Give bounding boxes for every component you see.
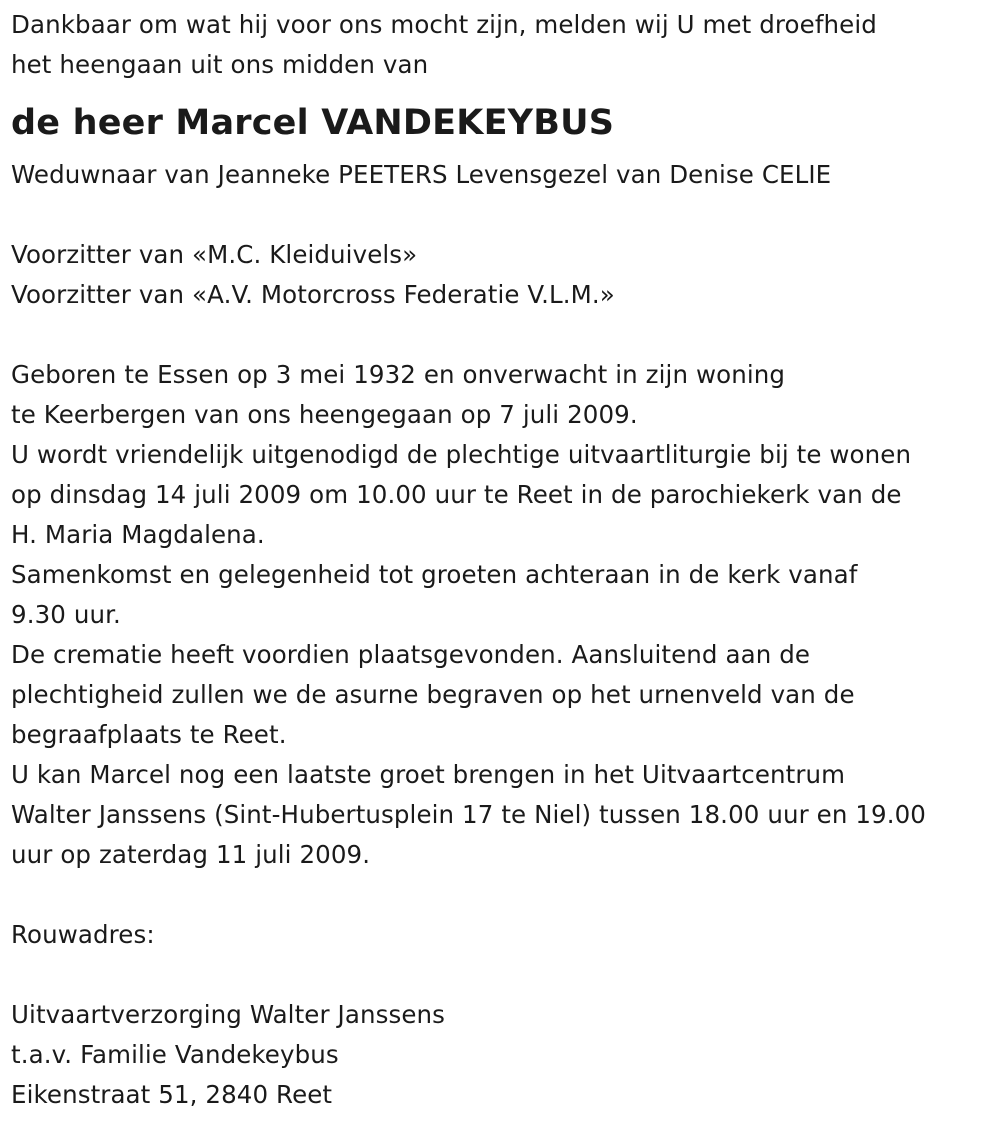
address-label: Rouwadres: — [11, 920, 155, 949]
deceased-name: de heer Marcel VANDEKEYBUS — [11, 103, 615, 143]
relations-line: Weduwnaar van Jeanneke PEETERS Levensgezel van Denise CELIE — [11, 160, 832, 189]
address-line: Eikenstraat 51, 2840 Reet — [11, 1080, 333, 1109]
address-line: Uitvaartverzorging Walter Janssens — [11, 1000, 445, 1029]
spacer — [11, 955, 996, 995]
body-line: uur op zaterdag 11 juli 2009. — [11, 840, 371, 869]
body-line: Walter Janssens (Sint-Hubertusplein 17 te Niel) tussen 18.00 uur en 19.00 — [11, 800, 926, 829]
address-line: t.a.v. Familie Vandekeybus — [11, 1040, 339, 1069]
spacer — [11, 195, 996, 235]
death-notice — [11, 5, 996, 1115]
body-line: De crematie heeft voordien plaatsgevonden. Aansluitend aan de — [11, 640, 811, 669]
function-line: Voorzitter van «A.V. Motorcross Federatie V.L.M.» — [11, 280, 615, 309]
function-line: Voorzitter van «M.C. Kleiduivels» — [11, 240, 418, 269]
body-line: U kan Marcel nog een laatste groet brengen in het Uitvaartcentrum — [11, 760, 846, 789]
intro-line: het heengaan uit ons midden van — [11, 50, 429, 79]
spacer — [11, 315, 996, 355]
body-line: begraafplaats te Reet. — [11, 720, 287, 749]
body-line: Samenkomst en gelegenheid tot groeten achteraan in de kerk vanaf — [11, 560, 858, 589]
body-line: Geboren te Essen op 3 mei 1932 en onverwacht in zijn woning — [11, 360, 786, 389]
body-line: 9.30 uur. — [11, 600, 121, 629]
body-line: plechtigheid zullen we de asurne begraven op het urnenveld van de — [11, 680, 855, 709]
spacer — [11, 875, 996, 915]
body-line: U wordt vriendelijk uitgenodigd de plechtige uitvaartliturgie bij te wonen — [11, 440, 912, 469]
body-line: te Keerbergen van ons heengegaan op 7 juli 2009. — [11, 400, 638, 429]
intro-line: Dankbaar om wat hij voor ons mocht zijn, melden wij U met droefheid — [11, 10, 877, 39]
body-line: op dinsdag 14 juli 2009 om 10.00 uur te Reet in de parochiekerk van de — [11, 480, 902, 509]
body-line: H. Maria Magdalena. — [11, 520, 265, 549]
